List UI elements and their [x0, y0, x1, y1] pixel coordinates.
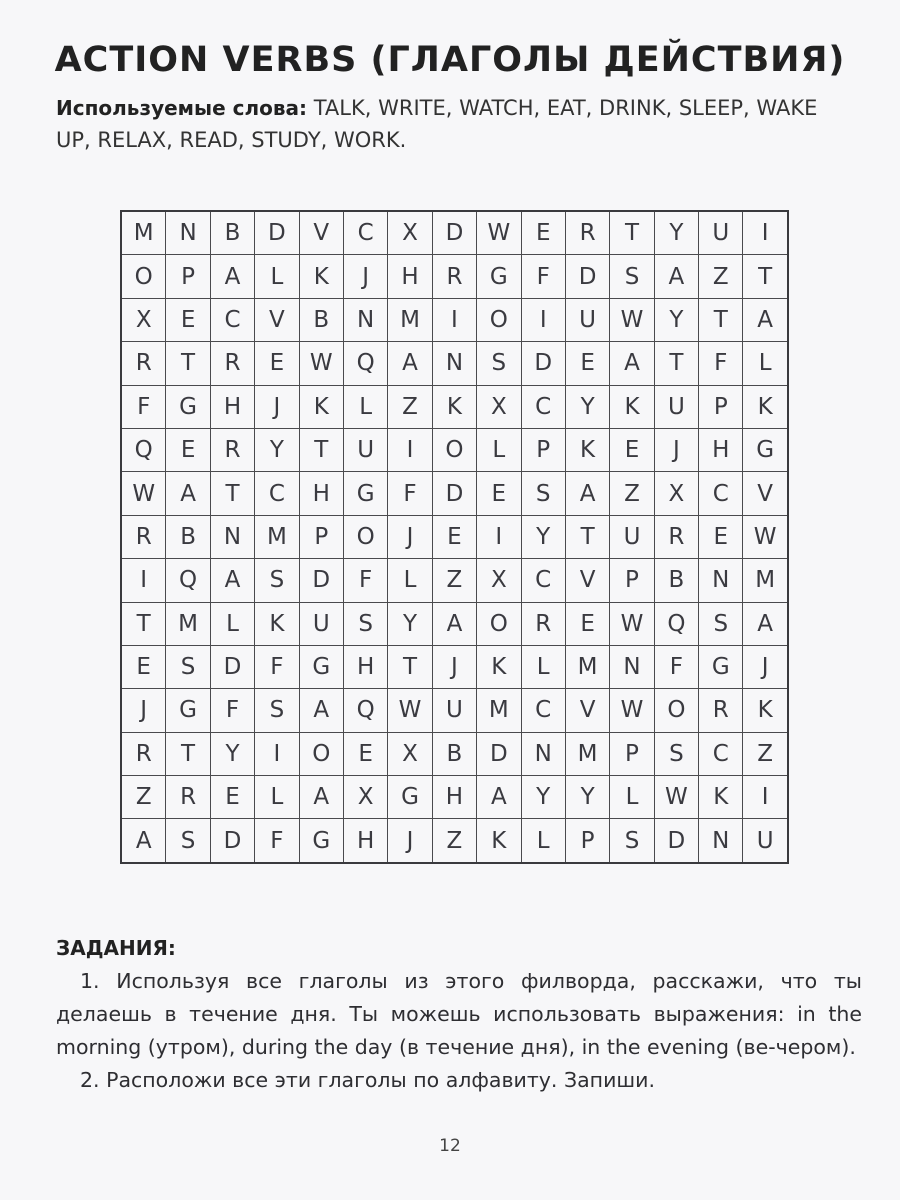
grid-cell[interactable]: U: [565, 298, 609, 341]
grid-cell[interactable]: V: [565, 689, 609, 732]
grid-cell[interactable]: Q: [343, 342, 387, 385]
grid-cell[interactable]: O: [121, 255, 166, 298]
grid-cell[interactable]: G: [343, 472, 387, 515]
grid-row: [121, 428, 788, 471]
grid-cell[interactable]: E: [121, 645, 166, 688]
grid-cell[interactable]: D: [432, 211, 476, 255]
grid-cell[interactable]: U: [299, 602, 343, 645]
grid-row: [121, 255, 788, 298]
grid-cell[interactable]: N: [699, 559, 743, 602]
task-1: 1. Используя все глаголы из этого филворда, расскажи, что ты делаешь в течение дня. Ты можешь использовать выражения: in the morning (утром), during the day (в течение дня), in the evening (ве-чером).: [56, 969, 862, 1059]
grid-cell[interactable]: L: [255, 776, 299, 819]
tasks-block: [56, 932, 862, 1097]
grid-cell[interactable]: C: [343, 211, 387, 255]
grid-cell[interactable]: E: [565, 602, 609, 645]
grid-cell[interactable]: G: [299, 645, 343, 688]
grid-cell[interactable]: C: [521, 559, 565, 602]
grid-cell[interactable]: J: [121, 689, 166, 732]
grid-cell[interactable]: T: [299, 428, 343, 471]
grid-cell[interactable]: H: [343, 645, 387, 688]
grid-cell[interactable]: C: [255, 472, 299, 515]
grid-cell[interactable]: A: [565, 472, 609, 515]
grid-cell[interactable]: F: [255, 819, 299, 863]
grid-cell[interactable]: C: [521, 385, 565, 428]
grid-cell[interactable]: K: [432, 385, 476, 428]
grid-row: [121, 732, 788, 775]
grid-cell[interactable]: E: [166, 428, 210, 471]
grid-cell[interactable]: R: [432, 255, 476, 298]
grid-cell[interactable]: M: [565, 645, 609, 688]
task-2: 2. Расположи все эти глаголы по алфавиту. Запиши.: [80, 1068, 655, 1092]
page-number: 12: [439, 1136, 461, 1156]
grid-cell[interactable]: D: [255, 211, 299, 255]
grid-cell[interactable]: J: [388, 819, 432, 863]
grid-cell[interactable]: D: [477, 732, 521, 775]
grid-row: [121, 385, 788, 428]
grid-cell[interactable]: F: [255, 645, 299, 688]
grid-cell[interactable]: Y: [255, 428, 299, 471]
grid-cell[interactable]: F: [343, 559, 387, 602]
grid-cell[interactable]: K: [299, 385, 343, 428]
grid-cell[interactable]: A: [299, 689, 343, 732]
grid-cell[interactable]: W: [610, 298, 654, 341]
grid-cell[interactable]: E: [565, 342, 609, 385]
grid-row: [121, 559, 788, 602]
grid-cell[interactable]: N: [432, 342, 476, 385]
grid-cell[interactable]: N: [210, 515, 254, 558]
grid-cell[interactable]: E: [699, 515, 743, 558]
grid-cell[interactable]: S: [255, 559, 299, 602]
grid-cell[interactable]: Q: [166, 559, 210, 602]
grid-cell[interactable]: A: [299, 776, 343, 819]
grid-cell[interactable]: R: [521, 602, 565, 645]
grid-cell[interactable]: S: [654, 732, 698, 775]
grid-cell[interactable]: A: [477, 776, 521, 819]
grid-cell[interactable]: Y: [521, 515, 565, 558]
grid-cell[interactable]: X: [343, 776, 387, 819]
grid-cell[interactable]: G: [166, 385, 210, 428]
grid-cell[interactable]: L: [343, 385, 387, 428]
grid-cell[interactable]: T: [610, 211, 654, 255]
grid-cell[interactable]: X: [654, 472, 698, 515]
grid-cell[interactable]: C: [699, 732, 743, 775]
grid-cell[interactable]: U: [432, 689, 476, 732]
grid-cell[interactable]: N: [343, 298, 387, 341]
grid-cell[interactable]: L: [255, 255, 299, 298]
grid-row: [121, 211, 788, 255]
grid-cell[interactable]: J: [388, 515, 432, 558]
grid-cell[interactable]: Z: [699, 255, 743, 298]
grid-cell[interactable]: W: [610, 689, 654, 732]
grid-cell[interactable]: K: [743, 385, 788, 428]
grid-cell[interactable]: H: [388, 255, 432, 298]
grid-cell[interactable]: U: [743, 819, 788, 863]
grid-cell[interactable]: B: [654, 559, 698, 602]
grid-cell[interactable]: H: [432, 776, 476, 819]
grid-cell[interactable]: T: [654, 342, 698, 385]
grid-cell[interactable]: S: [343, 602, 387, 645]
grid-cell[interactable]: Q: [654, 602, 698, 645]
grid-cell[interactable]: K: [743, 689, 788, 732]
grid-row: [121, 472, 788, 515]
grid-cell[interactable]: D: [565, 255, 609, 298]
grid-cell[interactable]: Y: [521, 776, 565, 819]
grid-cell[interactable]: K: [299, 255, 343, 298]
grid-cell[interactable]: I: [432, 298, 476, 341]
grid-cell[interactable]: M: [388, 298, 432, 341]
grid-cell[interactable]: H: [299, 472, 343, 515]
grid-cell[interactable]: E: [343, 732, 387, 775]
grid-cell[interactable]: A: [743, 602, 788, 645]
grid-cell[interactable]: V: [255, 298, 299, 341]
grid-row: [121, 819, 788, 863]
grid-cell[interactable]: R: [654, 515, 698, 558]
grid-cell[interactable]: N: [610, 645, 654, 688]
grid-row: [121, 689, 788, 732]
grid-cell[interactable]: F: [699, 342, 743, 385]
grid-cell[interactable]: P: [521, 428, 565, 471]
grid-cell[interactable]: U: [654, 385, 698, 428]
grid-cell[interactable]: R: [699, 689, 743, 732]
grid-cell[interactable]: G: [699, 645, 743, 688]
grid-cell[interactable]: Z: [610, 472, 654, 515]
grid-cell[interactable]: T: [743, 255, 788, 298]
grid-cell[interactable]: H: [343, 819, 387, 863]
grid-cell[interactable]: W: [388, 689, 432, 732]
grid-cell[interactable]: J: [654, 428, 698, 471]
grid-cell[interactable]: Z: [432, 559, 476, 602]
grid-cell[interactable]: A: [210, 255, 254, 298]
grid-cell[interactable]: D: [432, 472, 476, 515]
grid-cell[interactable]: K: [477, 645, 521, 688]
grid-cell[interactable]: D: [299, 559, 343, 602]
grid-cell[interactable]: X: [388, 211, 432, 255]
grid-cell[interactable]: D: [210, 645, 254, 688]
grid-cell[interactable]: O: [432, 428, 476, 471]
grid-cell[interactable]: A: [610, 342, 654, 385]
grid-cell[interactable]: V: [565, 559, 609, 602]
grid-cell[interactable]: A: [432, 602, 476, 645]
grid-cell[interactable]: I: [121, 559, 166, 602]
grid-cell[interactable]: T: [565, 515, 609, 558]
grid-cell[interactable]: A: [121, 819, 166, 863]
grid-cell[interactable]: K: [610, 385, 654, 428]
grid-cell[interactable]: A: [654, 255, 698, 298]
grid-cell[interactable]: R: [210, 428, 254, 471]
grid-cell[interactable]: C: [210, 298, 254, 341]
grid-row: [121, 602, 788, 645]
grid-cell[interactable]: L: [743, 342, 788, 385]
grid-cell[interactable]: N: [166, 211, 210, 255]
grid-cell[interactable]: T: [699, 298, 743, 341]
grid-cell[interactable]: Y: [210, 732, 254, 775]
word-list: TALK, WRITE, WATCH, EAT, DRINK, SLEEP, WAKE UP, RELAX, READ, STUDY, WORK.: [56, 96, 818, 152]
grid-cell[interactable]: E: [477, 472, 521, 515]
grid-cell[interactable]: J: [743, 645, 788, 688]
grid-cell[interactable]: A: [388, 342, 432, 385]
page-title: ACTION VERBS (ГЛАГОЛЫ ДЕЙСТВИЯ): [54, 40, 846, 80]
grid-cell[interactable]: P: [299, 515, 343, 558]
grid-cell[interactable]: I: [743, 211, 788, 255]
grid-cell[interactable]: X: [477, 385, 521, 428]
grid-cell[interactable]: I: [255, 732, 299, 775]
grid-cell[interactable]: X: [121, 298, 166, 341]
grid-cell[interactable]: G: [388, 776, 432, 819]
grid-cell[interactable]: J: [343, 255, 387, 298]
grid-cell[interactable]: L: [521, 819, 565, 863]
grid-cell[interactable]: R: [565, 211, 609, 255]
grid-cell[interactable]: B: [166, 515, 210, 558]
grid-cell[interactable]: B: [432, 732, 476, 775]
grid-cell[interactable]: Q: [343, 689, 387, 732]
grid-cell[interactable]: A: [166, 472, 210, 515]
grid-cell[interactable]: E: [210, 776, 254, 819]
grid-cell[interactable]: R: [121, 732, 166, 775]
grid-cell[interactable]: M: [565, 732, 609, 775]
grid-cell[interactable]: N: [699, 819, 743, 863]
grid-cell[interactable]: E: [432, 515, 476, 558]
grid-cell[interactable]: S: [521, 472, 565, 515]
grid-cell[interactable]: F: [210, 689, 254, 732]
word-list-block: [56, 92, 856, 156]
grid-cell[interactable]: E: [255, 342, 299, 385]
grid-cell[interactable]: M: [477, 689, 521, 732]
grid-cell[interactable]: L: [521, 645, 565, 688]
grid-cell[interactable]: E: [610, 428, 654, 471]
grid-cell[interactable]: V: [299, 211, 343, 255]
grid-cell[interactable]: X: [388, 732, 432, 775]
grid-cell[interactable]: V: [743, 472, 788, 515]
grid-cell[interactable]: S: [610, 255, 654, 298]
grid-cell[interactable]: M: [743, 559, 788, 602]
grid-cell[interactable]: O: [299, 732, 343, 775]
grid-cell[interactable]: R: [121, 342, 166, 385]
grid-cell[interactable]: P: [565, 819, 609, 863]
grid-cell[interactable]: J: [432, 645, 476, 688]
grid-cell[interactable]: Q: [121, 428, 166, 471]
grid-cell[interactable]: T: [121, 602, 166, 645]
grid-cell[interactable]: F: [121, 385, 166, 428]
grid-cell[interactable]: U: [343, 428, 387, 471]
grid-cell[interactable]: P: [610, 559, 654, 602]
grid-cell[interactable]: S: [610, 819, 654, 863]
grid-cell[interactable]: Z: [432, 819, 476, 863]
grid-cell[interactable]: Y: [565, 385, 609, 428]
grid-cell[interactable]: S: [255, 689, 299, 732]
grid-cell[interactable]: G: [477, 255, 521, 298]
grid-cell[interactable]: L: [388, 559, 432, 602]
grid-cell[interactable]: D: [521, 342, 565, 385]
word-search-grid: [120, 210, 789, 864]
grid-row: [121, 776, 788, 819]
word-search-grid-container: [120, 210, 789, 864]
grid-cell[interactable]: Y: [565, 776, 609, 819]
grid-cell[interactable]: K: [255, 602, 299, 645]
grid-cell[interactable]: P: [699, 385, 743, 428]
word-list-label: Используемые слова:: [56, 96, 308, 120]
grid-cell[interactable]: F: [388, 472, 432, 515]
grid-cell[interactable]: M: [121, 211, 166, 255]
grid-cell[interactable]: T: [210, 472, 254, 515]
grid-cell[interactable]: O: [343, 515, 387, 558]
grid-cell[interactable]: E: [166, 298, 210, 341]
grid-cell[interactable]: B: [210, 211, 254, 255]
grid-cell[interactable]: U: [610, 515, 654, 558]
grid-cell[interactable]: G: [743, 428, 788, 471]
grid-cell[interactable]: O: [477, 602, 521, 645]
grid-cell[interactable]: Y: [654, 211, 698, 255]
grid-cell[interactable]: O: [477, 298, 521, 341]
grid-cell[interactable]: L: [477, 428, 521, 471]
grid-cell[interactable]: M: [166, 602, 210, 645]
grid-cell[interactable]: W: [743, 515, 788, 558]
grid-cell[interactable]: J: [255, 385, 299, 428]
grid-cell[interactable]: L: [610, 776, 654, 819]
grid-cell[interactable]: G: [299, 819, 343, 863]
grid-cell[interactable]: D: [654, 819, 698, 863]
grid-cell[interactable]: Z: [388, 385, 432, 428]
grid-cell[interactable]: H: [210, 385, 254, 428]
grid-row: [121, 645, 788, 688]
grid-cell[interactable]: U: [699, 211, 743, 255]
grid-cell[interactable]: W: [654, 776, 698, 819]
grid-cell[interactable]: G: [166, 689, 210, 732]
grid-cell[interactable]: T: [166, 732, 210, 775]
grid-cell[interactable]: C: [521, 689, 565, 732]
grid-cell[interactable]: H: [699, 428, 743, 471]
grid-row: [121, 342, 788, 385]
grid-cell[interactable]: T: [388, 645, 432, 688]
grid-cell[interactable]: D: [210, 819, 254, 863]
grid-cell[interactable]: I: [743, 776, 788, 819]
grid-cell[interactable]: S: [477, 342, 521, 385]
grid-cell[interactable]: R: [166, 776, 210, 819]
grid-cell[interactable]: X: [477, 559, 521, 602]
grid-cell[interactable]: W: [477, 211, 521, 255]
grid-cell[interactable]: O: [654, 689, 698, 732]
grid-row: [121, 298, 788, 341]
grid-cell[interactable]: R: [121, 515, 166, 558]
grid-cell[interactable]: N: [521, 732, 565, 775]
grid-cell[interactable]: I: [521, 298, 565, 341]
grid-cell[interactable]: Z: [743, 732, 788, 775]
grid-cell[interactable]: K: [565, 428, 609, 471]
grid-cell[interactable]: L: [210, 602, 254, 645]
grid-cell[interactable]: R: [210, 342, 254, 385]
grid-cell[interactable]: A: [210, 559, 254, 602]
grid-cell[interactable]: P: [166, 255, 210, 298]
grid-cell[interactable]: Y: [388, 602, 432, 645]
grid-cell[interactable]: Y: [654, 298, 698, 341]
grid-cell[interactable]: K: [699, 776, 743, 819]
grid-cell[interactable]: F: [521, 255, 565, 298]
grid-row: [121, 515, 788, 558]
grid-cell[interactable]: I: [477, 515, 521, 558]
grid-cell[interactable]: E: [521, 211, 565, 255]
grid-cell[interactable]: P: [610, 732, 654, 775]
grid-cell[interactable]: S: [166, 645, 210, 688]
grid-cell[interactable]: W: [121, 472, 166, 515]
grid-cell[interactable]: M: [255, 515, 299, 558]
grid-cell[interactable]: W: [610, 602, 654, 645]
grid-cell[interactable]: W: [299, 342, 343, 385]
tasks-heading: ЗАДАНИЯ:: [56, 936, 176, 960]
grid-cell[interactable]: F: [654, 645, 698, 688]
grid-cell[interactable]: I: [388, 428, 432, 471]
grid-cell[interactable]: B: [299, 298, 343, 341]
grid-cell[interactable]: S: [699, 602, 743, 645]
grid-cell[interactable]: T: [166, 342, 210, 385]
grid-cell[interactable]: K: [477, 819, 521, 863]
grid-cell[interactable]: S: [166, 819, 210, 863]
grid-cell[interactable]: C: [699, 472, 743, 515]
grid-cell[interactable]: A: [743, 298, 788, 341]
grid-cell[interactable]: Z: [121, 776, 166, 819]
